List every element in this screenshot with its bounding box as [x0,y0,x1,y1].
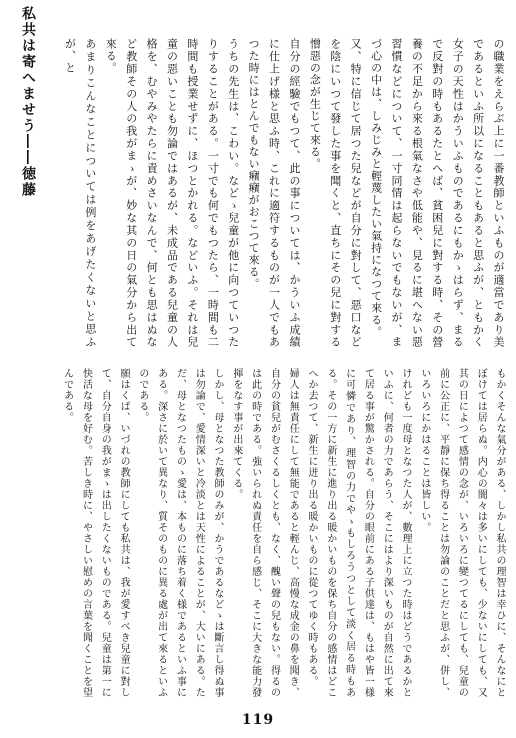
page-number: 119 [241,712,275,728]
paragraph: もかくそんな氣分がある、しかし私共の理智は幸ひに、そんなにとぼけては居らぬ。内心の闇々は多いにしても、少ないにしても、又其の日によつて感情の念が、いろいろに變つてるにしても、兒童の前に公正に、平靜に保ち得ることは勿論のことだと思ふが、併し、いろいろにかはることは皆しい。 [418,368,505,698]
paragraph: 自分の經驗でもつて、此の事については、かういふ成績に仕上げ様と思ふ時、これに適符するものが一人でもあつた時にはとんでもない癪癪がおこつて來る。 [247,38,301,348]
paragraph: 婦人は無責任にして無能であると輕んじ、高慢な成金の鼻を聞き、自分の貧兒がむさくるしくとも、なく、醜い聲の兒もない。得るのは此の時である。強いられぬ責任を自ら感じ、そこに大きな能力發揮をなす事が出來てくる。 [230,368,299,698]
paragraph: けれども一度母となつた人が、數理上に立つた時はどうであるかといふに、何者の力であらう、そこにはより深いものが自然に出て來て居る事が驚かされる。自分の眼前にある子供達は、もはや皆一様に可憐であり、理智の力でやゝもしろうつとして淡く居る時もある。その一方に新生に進り出る暖かいものを保ち自分の感情はどこへか去つて、新生に迸り出る暖かいものに從つてゆく時もある。 [306,368,412,698]
paragraph: うちの先生は、こわい。などゝ兒童が他に向つていつたりすることがある。一寸でも何でもつたら、一時間も二時間も授業せずに、ほつとかれる。などいふ。それは兒童の惡いことも勿論ではあるが、未成品である兒童の人格を、むやみやたらに責めさいなんで、何とも思はぬなど教師その人の我がまゝが、妙な其の日の氣分から出て來る。 [104,38,240,348]
lower-text-block [40,368,508,698]
paragraph: の職業をえらぶ上に一番教師といふものが適當であり美であるといふ所以になることもあると思ふが、ともかく女子の天性はかういふものであるにもかゝはらず、まるで反對の時もあるたとへば、貧困兒に對する時、その營養の不足から來る根氣なさや低能や、見るに堪へない惡習慣などについて、一寸同情は起らないでもないが、まづ心の中は、しみじみと輕蔑したい氣持になつて來る。 [369,38,505,348]
upper-text-block [40,38,508,348]
paragraph: あまりこんなことについては例をあげたくないと思ふが、と [63,38,97,348]
running-header: 私共は寄へませう――徳藤 [20,6,36,198]
paragraph: しかし、母となつた教師のみが、かうであるなどゝは斷言し得ぬ事は勿論で、愛情深いと冷淡とは天性によることが、大いにある。ただ、母となつたものゝ愛は、本ものに落ち着く様であるといふ事にある。深さに於いて異なり、質そのものに異る處が出て來るといふのである。 [136,368,224,698]
paragraph: 又、特に信じて居つた兒などが自分に對して、惡口などを陰にいつて發した事を聞くと、直ちにその兒に對する憎惡の念が生じて來る。 [308,38,363,348]
paragraph: 願はくば、いづれの教師にしても私共は、我が愛すべき兒童に對して、自分自身の我がまゝは出したくないものである。兒童は第一に快活な母を好む。苦しき時に、やさしい慰めの言葉を聞くことを望んである。 [61,368,130,698]
